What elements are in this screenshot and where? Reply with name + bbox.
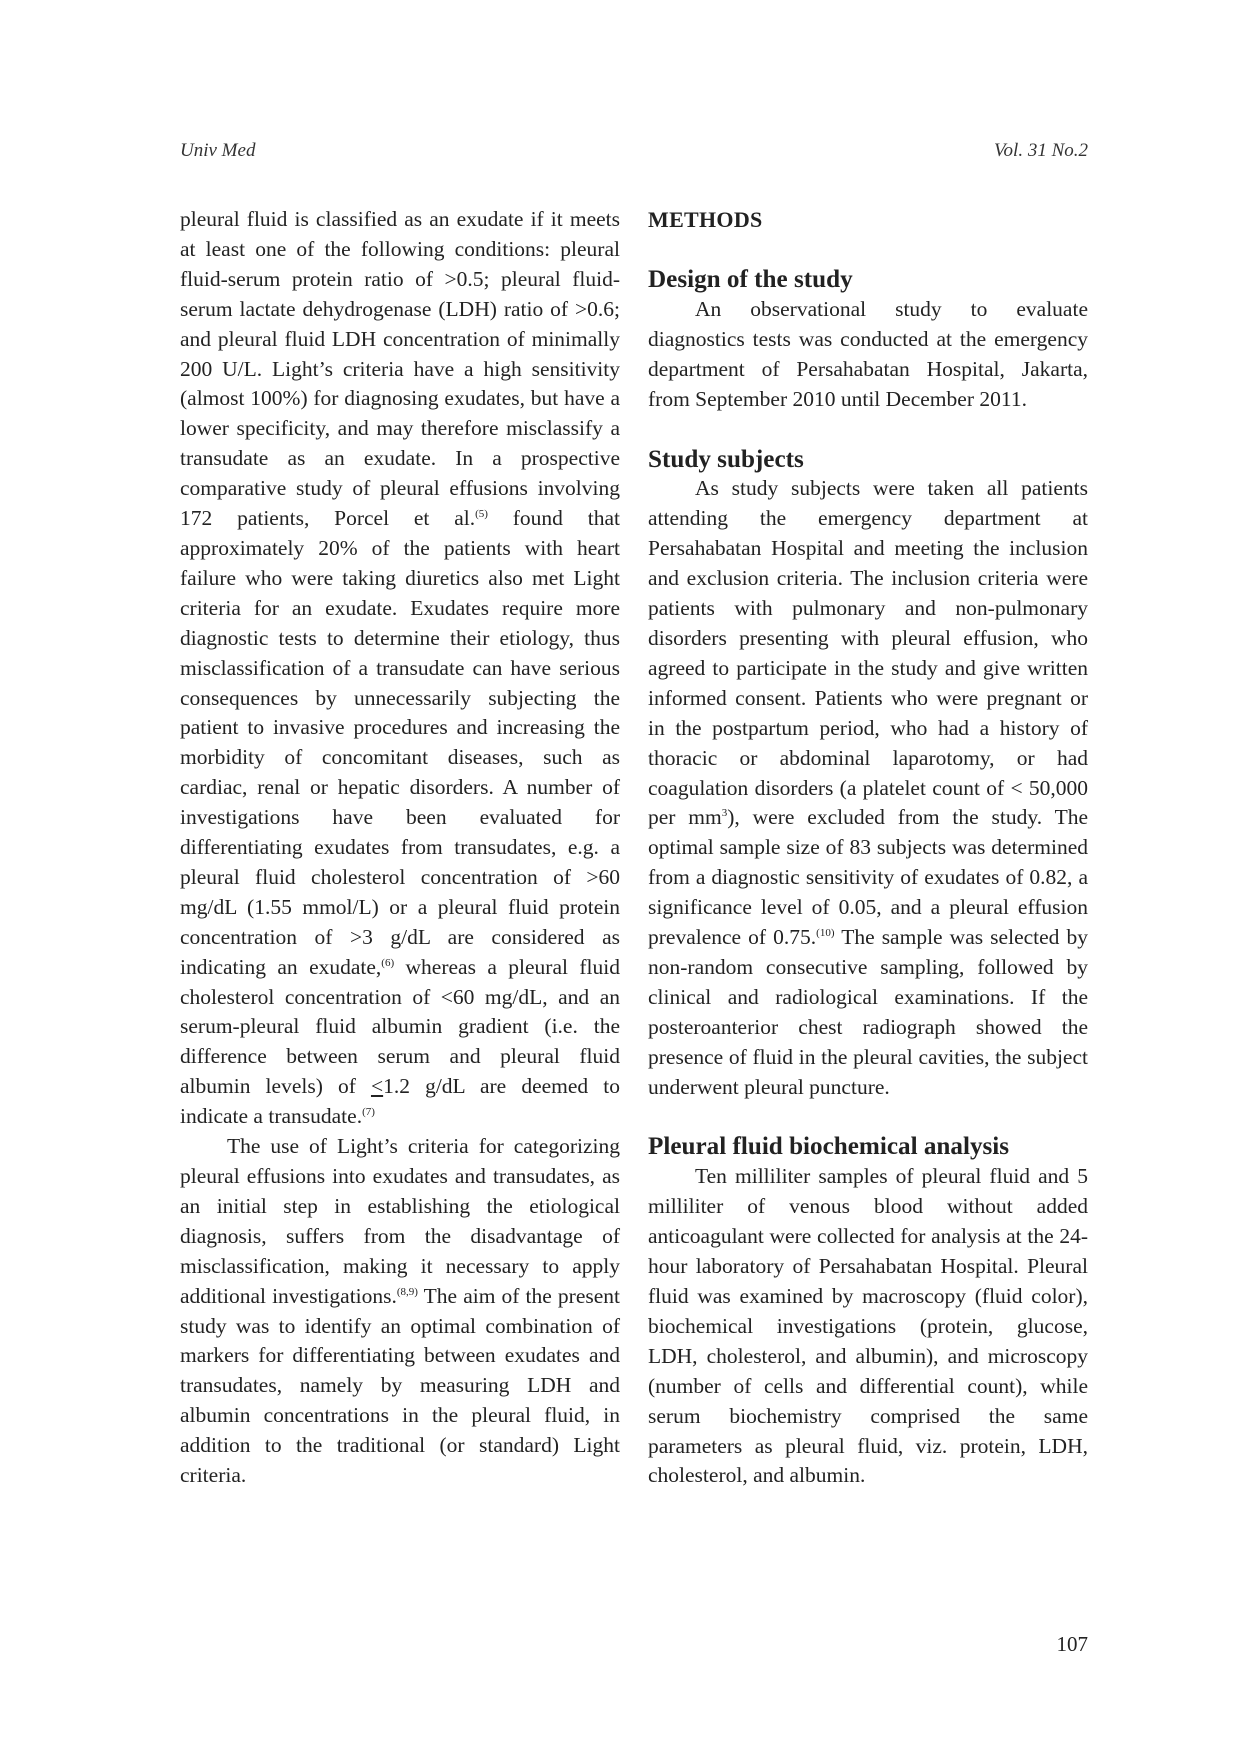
section-title-methods: METHODS	[648, 207, 763, 232]
right-column	[648, 205, 1088, 1491]
citation-10: (10)	[816, 927, 835, 940]
subheading-subjects: Study subjects	[648, 445, 804, 473]
subheading-biochemical: Pleural fluid biochemical analysis	[648, 1133, 1010, 1161]
citation-7: (7)	[362, 1106, 375, 1119]
citation-6: (6)	[381, 956, 395, 969]
page-number: 107	[1056, 1632, 1088, 1656]
less-equal-symbol: <	[370, 1074, 384, 1099]
running-head-volume: Vol. 31 No.2	[994, 140, 1088, 161]
paragraph-design: An observational study to evaluate diagnostics tests was conducted at the emergency department of Persahabatan Hospital, Jakarta, from September 2010 until December 2011.	[648, 296, 1088, 411]
citation-8-9: (8,9)	[396, 1285, 418, 1298]
paragraph-biochemical: Ten milliliter samples of pleural fluid and 5 milliliter of venous blood without added anticoagulant were collected for analysis at the 24-hour laboratory of Persahabatan Hospital. Pleural fluid was examined by macroscopy (fluid color), biochemical investigations (protein, glucose, LDH, cholesterol, and albumin), and microscopy (number of cells and differential count), while serum biochemistry comprised the same parameters as pleural fluid, viz. protein, LDH, cholesterol, and albumin.	[648, 1164, 1088, 1488]
superscript-3: 3	[721, 807, 728, 820]
paragraph-subjects: As study subjects were taken all patients attending the emergency department at Persahabatan Hospital and meeting the inclusion and exclusion criteria. The inclusion criteria were patients with pulmonary and non-pulmonary disorders presenting with pleural effusion, who agreed to participate in the study and give written informed consent. Patients who were pregnant or in the postpartum period, who had a history of thoracic or abdominal laparotomy, or had coagulation disorders (a platelet count of < 50,000 per $mm^3$), were excluded from the study. The optimal sample size of 83 subjects was determined from a diagnostic sensitivity of exudates of 0.82, a significance level of 0.05, and a pleural effusion prevalence of 0.75.$^{(10)}$ The sample was selected by non-random consecutive sampling, followed by clinical and radiological examinations. If the posteroanterior chest radiograph showed the presence of fluid in the pleural cavities, the subject underwent pleural puncture.	[648, 476, 1088, 1099]
paragraph-light-criteria: pleural fluid is classified as an exudate if it meets at least one of the following conditions: pleural fluid-serum protein ratio of >0.5; pleural fluid-serum lactate dehydrogenase (LDH) ratio of >0.6; and pleural fluid LDH concentration of minimally 200 U/L. Light’s criteria have a high sensitivity (almost 100%) for diagnosing exudates, but have a lower specificity, and may therefore misclassify a transudate as an exudate. In a prospective comparative study of pleural effusions involving 172 patients, Porcel et al.$^{(5)}$ found that approximately 20% of the patients with heart failure who were taking diuretics also met Light criteria for an exudate. Exudates require more diagnostic tests to determine their etiology, thus misclassification of a transudate can have serious consequences by unnecessarily subjecting the patient to invasive procedures and increasing the morbidity of concomitant diseases, such as cardiac, renal or hepatic disorders. A number of investigations have been evaluated for differentiating exudates from transudates, e.g. a pleural fluid cholesterol concentration of >60 mg/dL (1.55 mmol/L) or a pleural fluid protein concentration of >3 g/dL are considered as indicating an exudate,$^{(6)}$ whereas a pleural fluid cholesterol concentration of <60 mg/dL, and an serum-pleural fluid albumin gradient (i.e. the difference between serum and pleural fluid albumin levels) of <1.2 g/dL are deemed to indicate a transudate.$^{(7)}$	[180, 207, 620, 1129]
left-column	[180, 205, 620, 1491]
citation-5: (5)	[475, 508, 488, 521]
subheading-design: Design of the study	[648, 266, 853, 293]
paragraph-study-aim: The use of Light’s criteria for categorizing pleural effusions into exudates and transudates, as an initial step in establishing the etiological diagnosis, suffers from the disadvantage of misclassification, making it necessary to apply additional investigations.$^{(8,9)}$ The aim of the present study was to identify an optimal combination of markers for differentiating between exudates and transudates, namely by measuring LDH and albumin concentrations in the pleural fluid, in addition to the traditional (or standard) Light criteria.	[180, 1134, 620, 1488]
running-head-journal: Univ Med	[180, 140, 256, 161]
